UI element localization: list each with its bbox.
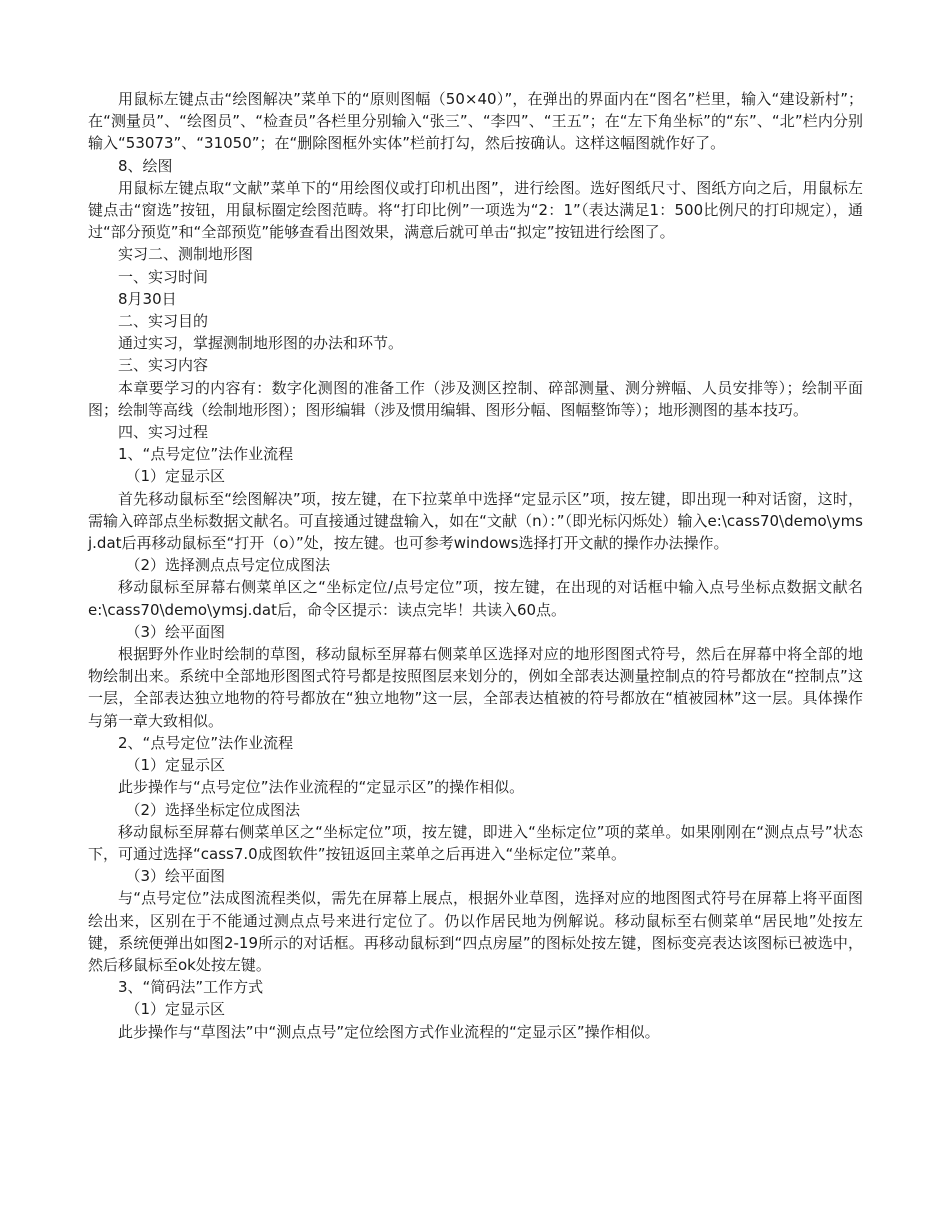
subsection-heading: （2）选择测点点号定位成图法 [125, 556, 331, 575]
text-line: 通过实习，掌握测制地形图的办法和环节。 [118, 334, 404, 353]
text-line: 8月30日 [118, 289, 177, 308]
paragraph: 与“点号定位”法成图流程类似，需先在屏幕上展点，根据外业草图，选择对应的地图图式符号在屏幕上将平面图绘出来，区别在于不能通过测点点号来进行定位了。仍以作居民地为例解说。移动鼠标至右侧菜单“居民地”处按左键，系统便弹出如图2-19所示的对话框。再移动鼠标到“四点房屋”的图标处按左键，图标变亮表达该图标已被选中，然后移鼠标至ok处按左键。 [88, 889, 863, 974]
paragraph: 移动鼠标至屏幕右侧菜单区之“坐标定位”项，按左键，即进入“坐标定位”项的菜单。如果刚刚在“测点点号”状态下，可通过选择“cass7.0成图软件”按钮返回主菜单之后再进入“坐标定位”菜单。 [88, 822, 863, 863]
section-heading: 四、实习过程 [118, 423, 209, 442]
paragraph: 用鼠标左键点取“文献”菜单下的“用绘图仪或打印机出图”，进行绘图。选好图纸尺寸、图纸方向之后，用鼠标左键点击“窗选”按钮，用鼠标圈定绘图范畴。将“打印比例”一项选为“2：1”（表达满足1：500比例尺的打印规定），通过“部分预览”和“全部预览”能够查看出图效果，满意后就可单击“拟定”按钮进行绘图了。 [88, 178, 863, 242]
section-heading: 三、实习内容 [118, 356, 209, 375]
section-heading: 3、“简码法”工作方式 [118, 978, 264, 997]
paragraph: 首先移动鼠标至“绘图解决”项，按左键，在下拉菜单中选择“定显示区”项，按左键，即出现一种对话窗，这时，需输入碎部点坐标数据文献名。可直接通过键盘输入，如在“文献（n）：”（即光标闪烁处）输入e:\cass70\demo\ymsj.dat后再移动鼠标至“打开（o）”处，按左键。也可参考windows选择打开文献的操作办法操作。 [88, 489, 863, 553]
section-heading: 实习二、测制地形图 [118, 245, 254, 264]
text-line: 此步操作与“草图法”中“测点点号”定位绘图方式作业流程的“定显示区”操作相似。 [118, 1022, 660, 1041]
paragraph: 根据野外作业时绘制的草图，移动鼠标至屏幕右侧菜单区选择对应的地形图图式符号，然后在屏幕中将全部的地物绘制出来。系统中全部地形图图式符号都是按照图层来划分的，例如全部表达测量控制点的符号都放在“控制点”这一层，全部表达独立地物的符号都放在“独立地物”这一层，全部表达植被的符号都放在“植被园林”这一层。具体操作与第一章大致相似。 [88, 645, 863, 730]
paragraph: 本章要学习的内容有：数字化测图的准备工作（涉及测区控制、碎部测量、测分辨幅、人员安排等）；绘制平面图；绘制等高线（绘制地形图）；图形编辑（涉及惯用编辑、图形分幅、图幅整饰等）；地形测图的基本技巧。 [88, 378, 863, 419]
paragraph: 移动鼠标至屏幕右侧菜单区之“坐标定位/点号定位”项，按左键，在出现的对话框中输入点号坐标点数据文献名e:\cass70\demo\ymsj.dat后，命令区提示：读点完毕！共读入60点。 [88, 578, 863, 619]
subsection-heading: （1）定显示区 [125, 1000, 226, 1019]
text-line: 此步操作与“点号定位”法作业流程的“定显示区”的操作相似。 [118, 778, 525, 797]
subsection-heading: （1）定显示区 [125, 467, 226, 486]
section-heading: 8、绘图 [118, 156, 173, 175]
document-page [88, 88, 863, 1043]
subsection-heading: （2）选择坐标定位成图法 [125, 800, 301, 819]
paragraph: 用鼠标左键点击“绘图解决”菜单下的“原则图幅（50×40）”，在弹出的界面内在“图名”栏里，输入“建设新村”；在“测量员”、“绘图员”、“检查员”各栏里分别输入“张三”、“李四”、“王五”；在“左下角坐标”的“东”、“北”栏内分别输入“53073”、“31050”；在“删除图框外实体”栏前打勾，然后按确认。这样这幅图就作好了。 [88, 90, 863, 153]
subsection-heading: （3）绘平面图 [125, 867, 226, 886]
section-heading: 二、实习目的 [118, 312, 209, 331]
section-heading: 一、实习时间 [118, 267, 209, 286]
subsection-heading: （1）定显示区 [125, 756, 226, 775]
subsection-heading: （3）绘平面图 [125, 622, 226, 641]
section-heading: 2、“点号定位”法作业流程 [118, 733, 294, 752]
section-heading: 1、“点号定位”法作业流程 [118, 445, 294, 464]
